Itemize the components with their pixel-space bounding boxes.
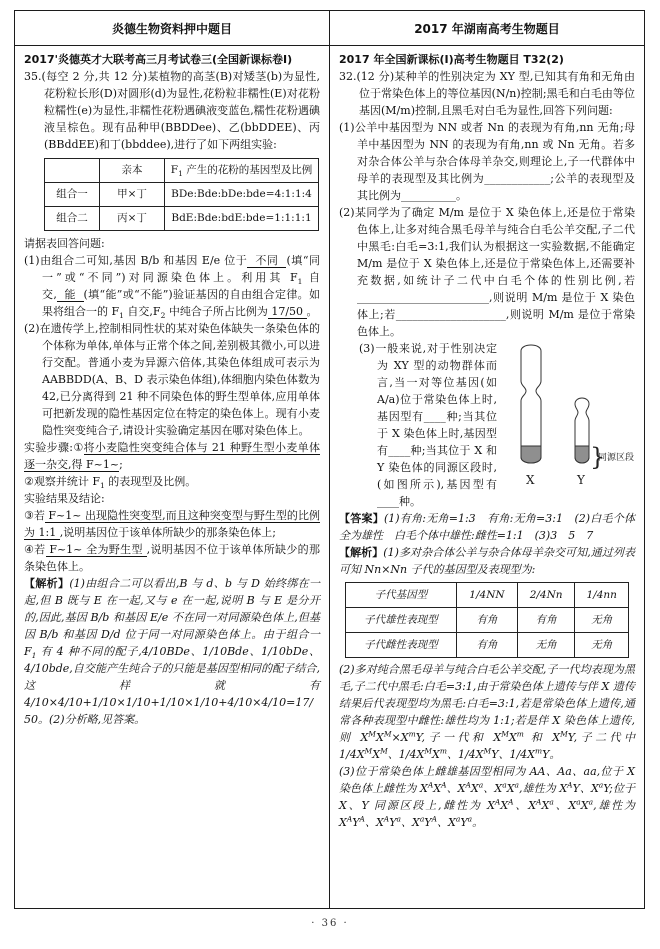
table-cell: 组合二 [45,207,100,231]
table-cell: 丙×丁 [100,207,165,231]
table-cell: 有角 [456,608,517,633]
table-row [45,207,319,231]
right-column [330,46,644,908]
table-cell: 2/4Nn [517,583,574,608]
table-cell: BdE:Bde:bdE:bde=1:1:1:1 [165,207,319,231]
table-cell: 1/4nn [575,583,629,608]
question-32-item-3-text: (3)一般来说,对于性别决定为 XY 型的动物群体而言,当一对等位基因(如 A/a)位于常染色体上时,基因型有____种;当其位于 X 染色体上时,基因型有____种;当其位于 X 和 Y 染色体的同源区段时,(如图所示),基因型有____种。 [359,342,497,508]
question-32-intro: 32.(12 分)某种羊的性别决定为 XY 型,已知其有角和无角由位于常染色体上的等位基因(N/n)控制;黑毛和白毛由等位基因(M/m)控制,且黑毛对白毛为显性,回答下列问题: [339,70,635,117]
table-cell [45,159,100,183]
table-cell: 1/4NN [456,583,517,608]
content-columns [15,46,644,908]
left-column [15,46,330,908]
experiment-results-label: 实验结果及结论: [24,492,105,505]
table-cell: 无角 [575,633,629,658]
table-row [345,633,628,658]
table-row [45,183,319,207]
page-number: · 36 · [311,918,349,929]
right-exam-title: 2017 年全国新课标(Ⅰ)高考生物题目 T32(2) [339,53,564,66]
table-cell: 有角 [456,633,517,658]
question-35-intro: 35.(每空 2 分,共 12 分)某植物的高茎(B)对矮茎(b)为显性,花粉粒长形(D)对圆形(d)为显性,花粉粒非糯性(E)对花粉粒糯性(e)为显性,非糯性花粉遇碘液变蓝色,糯性花粉遇碘液呈棕色。现有品种甲(BBDDee)、乙(bbDDEE)、丙(BBddEE)和丁(bbddee),进行了如下两组实验: [24,70,320,151]
table-cell: $F_1$ 产生的花粉的基因型及比例 [165,159,319,183]
right-analysis-part-3: (3)位于常染色体上雌雄基因型相同为 AA、Aa、aa,位于 X 染色体上雌性为 $X^AX^A$、$X^AX^a$、$X^aX^a$,雄性为 $X^AY$、$X^aY$;位于 X、Y 同源区段上,雌性为 $X^AX^A$、$X^AX^a$、$X^aX^a$,雄性为 $X^AY^A$、$X^AY^a$、$X^aY^A$、$X^aY^a$。 [339,765,636,829]
left-exam-title: 2017'炎德英才大联考高三月考试卷三(全国新课标卷Ⅰ) [24,53,293,66]
table-row [45,159,319,183]
right-analysis-intro-text: (1)多对杂合体公羊与杂合体母羊杂交可知,通过列表可知 Nn×Nn 子代的基因型及表现型为: [339,546,635,576]
table-cell: 子代雌性表现型 [345,633,456,658]
question-35-prompt: 请据表回答问题: [24,237,105,250]
answer-paragraph [339,510,635,544]
chromosome-diagram [501,340,635,492]
table-cell: 亲本 [100,159,165,183]
experiment-conclusion-3: ③若 F~1~ 出现隐性突变型,而且这种突变型与野生型的比例为 1:1 ,说明基因位于该单体所缺少的那条染色体上; [24,509,320,539]
y-chromosome-label: Y [577,473,585,487]
punnett-table [345,582,629,658]
table-cell: 甲×丁 [100,183,165,207]
question-32-item-3 [359,340,635,510]
homologous-region-label: 同源区段 [598,453,635,463]
table-cell: 无角 [517,633,574,658]
table-cell: 子代基因型 [345,583,456,608]
brace-glyph: } [590,443,606,471]
table-row [345,608,628,633]
question-35-item-1: (1)由组合二可知,基因 B/b 和基因 E/e 位于 不同 (填“同一”或“不同”)对同源染色体上。利用其 $F_1$ 自交, 能 (填“能”或“不能”)验证基因的自由组合定律。如果将组合一的 $F_1$ 自交$,F_2$ 中纯合子所占比例为 17/50 。 [24,254,320,321]
table-cell: 有角 [517,608,574,633]
right-analysis-intro [339,544,635,578]
x-homologous-region [521,446,541,463]
question-35-item-2: (2)在遗传学上,控制相同性状的某对染色体缺失一条染色体的个体称为单体,单体与正常个体之间,差别极其微小,可以进行交配。普通小麦为异源六倍体,其染色体组成可表示为 AABBDD(A、B、D 表示染色体组),体细胞内染色体数为 42,已分离得到 21 种不同染色体的野生型单体,应用单体可把新发现的隐性基因定位在特定的染色体上。现有小麦隐性突变纯合子,请设计实验确定基因在哪对染色体上。 [24,322,320,437]
experiment-step-2: ②观察并统计 $F_1$ 的表现型及比例。 [24,475,197,491]
answer-label: 【答案】 [339,512,384,525]
analysis-label: 【解析】 [339,546,384,559]
table-cell: 子代雄性表现型 [345,608,456,633]
page-frame [14,10,645,909]
table-cell: BDe:Bde:bDe:bde=4:1:1:4 [165,183,319,207]
table-cell: 组合一 [45,183,100,207]
analysis-label: 【解析】 [24,577,70,590]
header-right-title: 2017 年湖南高考生物题目 [414,21,560,36]
x-chromosome-label: X [526,473,535,487]
question-32-item-2: (2)某同学为了确定 M/m 是位于 X 染色体上,还是位于常染色体上,让多对纯合黑毛母羊与纯合白毛公羊交配,子二代中黑毛:白毛=3:1,我们认为根据这一实验数据,不能确定 M/m 是位于 X 染色体上,还是位于常染色体上,还需要补充数据,如统计子二代中白毛个体的性别比例,若________________________,则说明 M/m 是位于 X 染色体上;若____________________,则说明 M/m 是位于常染色体上。 [339,206,635,338]
left-analysis-paragraph [24,575,320,728]
right-analysis-part-2: (2)多对纯合黑毛母羊与纯合白毛公羊交配,子一代均表现为黑毛,子二代中黑毛:白毛=3:1,由于常染色体上遗传与伴 X 遗传结果后代表现型均为黑毛:白毛=3:1,若是常染色体上遗传,通常各种表现型中雌性:雄性均为 1:1;若是伴 X 染色体上遗传,则 $X^MX^M\times X^mY$,子一代和 $X^MX^m$ 和 $X^MY$,子二代中 $1/4X^MX^M$、$1/4X^MX^m$、$1/4X^MY$、$1/4X^mY$。 [339,663,636,761]
x-chromosome-icon [521,345,541,463]
left-analysis-text: (1)由组合二可以看出,B 与 d、b 与 D 始终绑在一起,但 B 既与 E 在一起,又与 e 在一起,说明 B 与 E 是分开的,因此,基因 B/b 和基因 E/e 不在同一对同源染色体上,但基因 B/b 和基因 D/d 位于同一对同源染色体上。由于组合一 $F_1$ 有 4 种不同的配子,4/10BDe、1/10Bde、1/10bDe、4/10bde,自交能产生纯合子的只能是基因型相同的配子结合,这样就有 4/10×4/10+1/10×1/10+1/10×1/10+4/10×4/10=17/50。(2)分析略,见答案。 [24,577,321,726]
y-homologous-region [575,446,589,463]
answer-text: (1)有角:无角=1:3 有角:无角=3:1 (2)白毛个体全为雄性 白毛个体中雄性:雌性=1:1 (3)3 5 7 [339,512,636,542]
header-left-title: 炎德生物资料押中题目 [15,11,330,45]
question-32-item-1: (1)公羊中基因型为 NN 或者 Nn 的表现为有角,nn 无角;母羊中基因型为 NN 的表现为有角,nn 或 Nn 无角。若多对杂合体公羊与杂合体母羊杂交,则理论上,子一代群体中母羊的表现型及其比例为____________;公羊的表现型及其比例为__________。 [339,121,635,202]
cross-table [44,158,319,231]
experiment-conclusion-4: ④若 F~1~ 全为野生型 ,说明基因不位于该单体所缺少的那条染色体上。 [24,543,320,573]
table-row [345,583,628,608]
table-cell: 无角 [575,608,629,633]
experiment-step-1: 实验步骤:①将小麦隐性突变纯合体与 21 种野生型小麦单体逐一杂交,得 F~1~; [24,441,320,471]
page-header [15,11,644,46]
